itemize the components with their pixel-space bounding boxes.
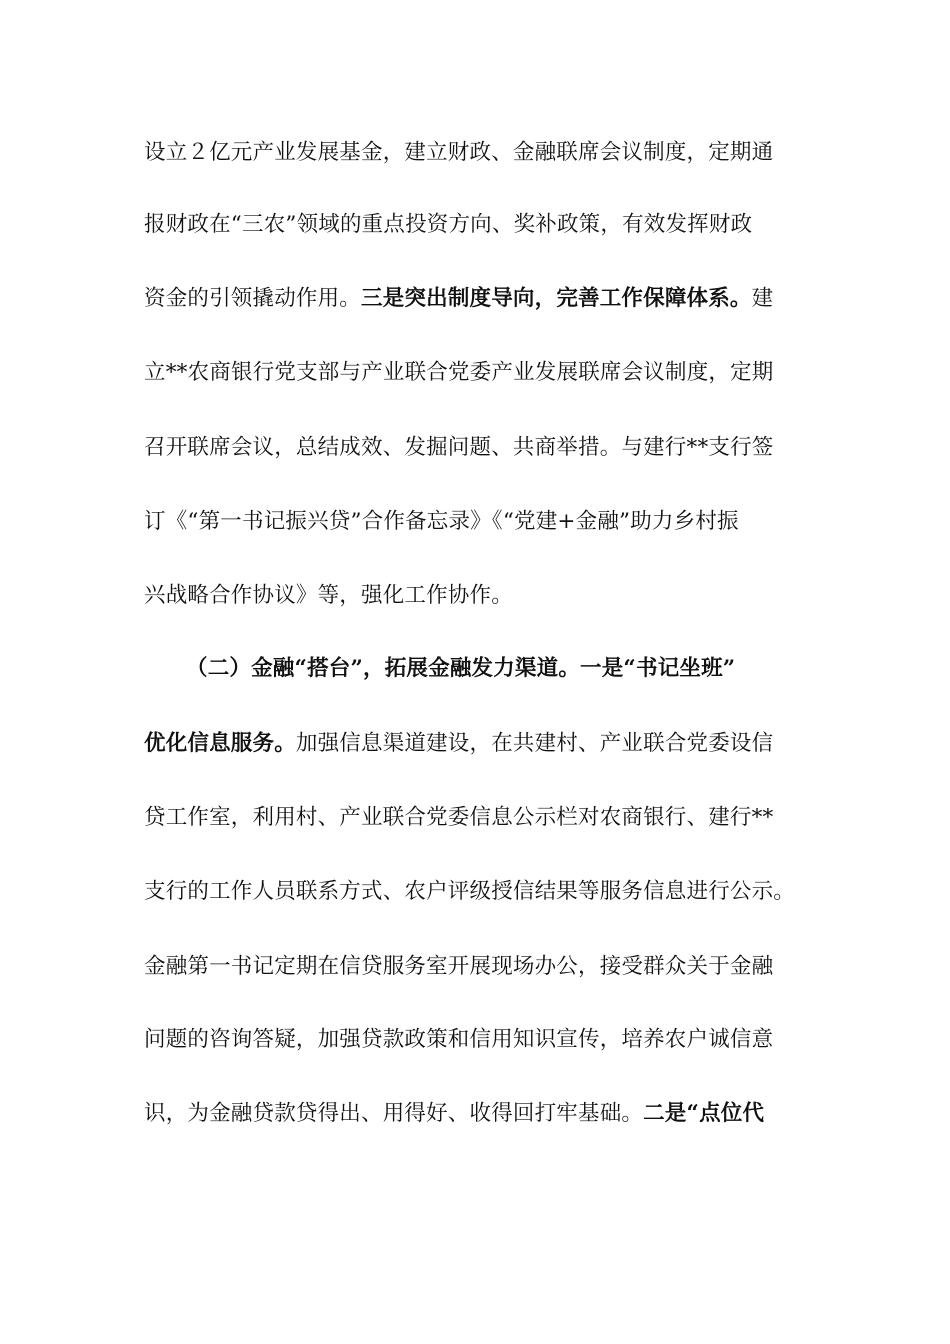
bold-heading-segment: 优化信息服务。 (144, 731, 296, 756)
text-line (144, 138, 824, 168)
text-segment: 订《“第一书记振兴贷”合作备忘录》《“党建+金融”助力乡村振 (144, 509, 739, 534)
text-line (144, 358, 824, 388)
text-segment: 资金的引领撬动作用。 (144, 286, 362, 311)
text-line (144, 581, 824, 611)
text-segment: 贷工作室，利用村、产业联合党委信息公示栏对农商银行、建行** (144, 805, 774, 830)
text-line (144, 507, 824, 537)
text-segment: 问题的咨询答疑，加强贷款政策和信用知识宣传，培养农户诚信意 (144, 1027, 774, 1052)
text-line (144, 729, 824, 759)
text-segment: 报财政在“三农”领域的重点投资方向、奖补政策，有效发挥财政 (144, 212, 753, 237)
bold-heading-segment: （二）金融“搭台”，拓展金融发力渠道。一是“书记坐班” (186, 656, 736, 681)
text-line (144, 1099, 824, 1129)
text-segment: 召开联席会议，总结成效、发掘问题、共商举措。与建行**支行签 (144, 435, 774, 460)
text-line (144, 803, 824, 833)
text-segment: 加强信息渠道建设，在共建村、产业联合党委设信 (295, 731, 774, 756)
text-segment: 支行的工作人员联系方式、农户评级授信结果等服务信息进行公示。 (144, 879, 796, 904)
section-heading (186, 654, 866, 684)
text-segment: 金融第一书记定期在信贷服务室开展现场办公，接受群众关于金融 (144, 954, 774, 979)
text-line (144, 210, 824, 240)
text-line (144, 433, 824, 463)
text-line (144, 877, 824, 907)
text-segment: 立**农商银行党支部与产业联合党委产业发展联席会议制度，定期 (144, 360, 774, 385)
text-line (144, 284, 824, 314)
text-line (144, 952, 824, 982)
text-segment: 兴战略合作协议》等，强化工作协作。 (144, 583, 513, 608)
text-segment: 识，为金融贷款贷得出、用得好、收得回打牢基础。 (144, 1101, 644, 1126)
bold-heading-segment: 三是突出制度导向，完善工作保障体系。 (361, 286, 752, 311)
text-segment: 设立２亿元产业发展基金，建立财政、金融联席会议制度，定期通 (144, 140, 774, 165)
bold-heading-segment: 二是“点位代 (643, 1101, 765, 1126)
text-line (144, 1025, 824, 1055)
text-segment: 建 (751, 286, 774, 311)
